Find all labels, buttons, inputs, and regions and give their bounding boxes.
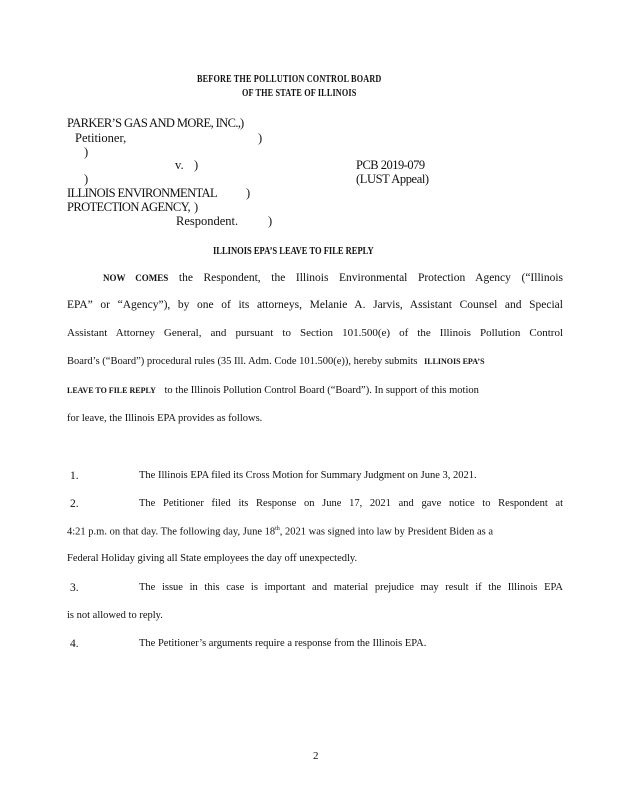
document-title: ILLINOIS EPA’S LEAVE TO FILE REPLY bbox=[213, 246, 374, 257]
intro-line-3: Assistant Attorney General, and pursuant to Section 101.500(e) of the Illinois Pollution Control bbox=[67, 327, 563, 339]
caption-respondent-name-line1: ILLINOIS ENVIRONMENTAL bbox=[67, 186, 218, 200]
intro-line-5 bbox=[67, 385, 563, 396]
item-2-line-1: The Petitioner filed its Response on June 17, 2021 and gave notice to Respondent at bbox=[139, 498, 563, 509]
item-number: 1. bbox=[70, 470, 79, 482]
item-2-line-2-text: 4:21 p.m. on that day. The following day, June 18 bbox=[67, 526, 276, 538]
caption-petitioner-label: Petitioner, bbox=[75, 131, 127, 145]
intro-line-5-text: to the Illinois Pollution Control Board (“Board”). In support of this motion bbox=[164, 385, 479, 396]
caption-paren: ) bbox=[258, 131, 263, 145]
item-1-line-1: The Illinois EPA filed its Cross Motion for Summary Judgment on June 3, 2021. bbox=[139, 470, 477, 481]
item-number: 4. bbox=[70, 638, 79, 650]
now-comes-text: NOW COMES bbox=[103, 273, 169, 283]
item-3-line-2: is not allowed to reply. bbox=[67, 610, 163, 621]
intro-line-5-caps: LEAVE TO FILE REPLY bbox=[67, 386, 156, 395]
intro-line-4 bbox=[67, 356, 563, 367]
caption-respondent-label: Respondent. bbox=[176, 214, 239, 228]
case-type: (LUST Appeal) bbox=[356, 172, 429, 186]
item-3-line-1: The issue in this case is important and material prejudice may result if the Illinois EPA bbox=[139, 582, 563, 593]
case-number: PCB 2019-079 bbox=[356, 158, 425, 172]
caption-paren: ) bbox=[84, 145, 89, 159]
ordinal-suffix: th bbox=[275, 526, 280, 532]
caption-paren: ) bbox=[240, 116, 245, 130]
page-number: 2 bbox=[313, 750, 319, 762]
intro-line-1-text: the Respondent, the Illinois Environmental Protection Agency (“Illinois bbox=[178, 272, 564, 284]
court-header-line1: BEFORE THE POLLUTION CONTROL BOARD bbox=[197, 74, 382, 85]
item-4-line-1: The Petitioner’s arguments require a response from the Illinois EPA. bbox=[139, 638, 427, 649]
item-2-line-3: Federal Holiday giving all State employees the day off unexpectedly. bbox=[67, 553, 358, 564]
intro-line-4-caps: ILLINOIS EPA’S bbox=[424, 357, 485, 366]
intro-line-6: for leave, the Illinois EPA provides as follows. bbox=[67, 413, 263, 424]
item-number: 3. bbox=[70, 582, 79, 594]
caption-paren: ) bbox=[268, 214, 273, 228]
caption-paren: ) bbox=[246, 186, 251, 200]
court-header-line2: OF THE STATE OF ILLINOIS bbox=[242, 88, 357, 99]
item-2-line-2-tail: , 2021 was signed into law by President Biden as a bbox=[279, 526, 493, 538]
caption-paren: ) bbox=[84, 172, 89, 186]
caption-respondent-name-line2: PROTECTION AGENCY, bbox=[67, 200, 191, 214]
caption-paren: ) bbox=[194, 200, 199, 214]
caption-petitioner-name: PARKER’S GAS AND MORE, INC., bbox=[67, 116, 241, 130]
intro-line-1 bbox=[103, 272, 563, 284]
item-number: 2. bbox=[70, 498, 79, 510]
intro-line-2: EPA” or “Agency”), by one of its attorneys, Melanie A. Jarvis, Assistant Counsel and Special bbox=[67, 299, 563, 311]
caption-paren: ) bbox=[194, 158, 199, 172]
item-2-line-2 bbox=[67, 526, 563, 538]
caption-versus: v. bbox=[175, 158, 184, 172]
intro-line-4-text: Board’s (“Board”) procedural rules (35 Ill. Adm. Code 101.500(e)), hereby submits bbox=[67, 356, 418, 367]
